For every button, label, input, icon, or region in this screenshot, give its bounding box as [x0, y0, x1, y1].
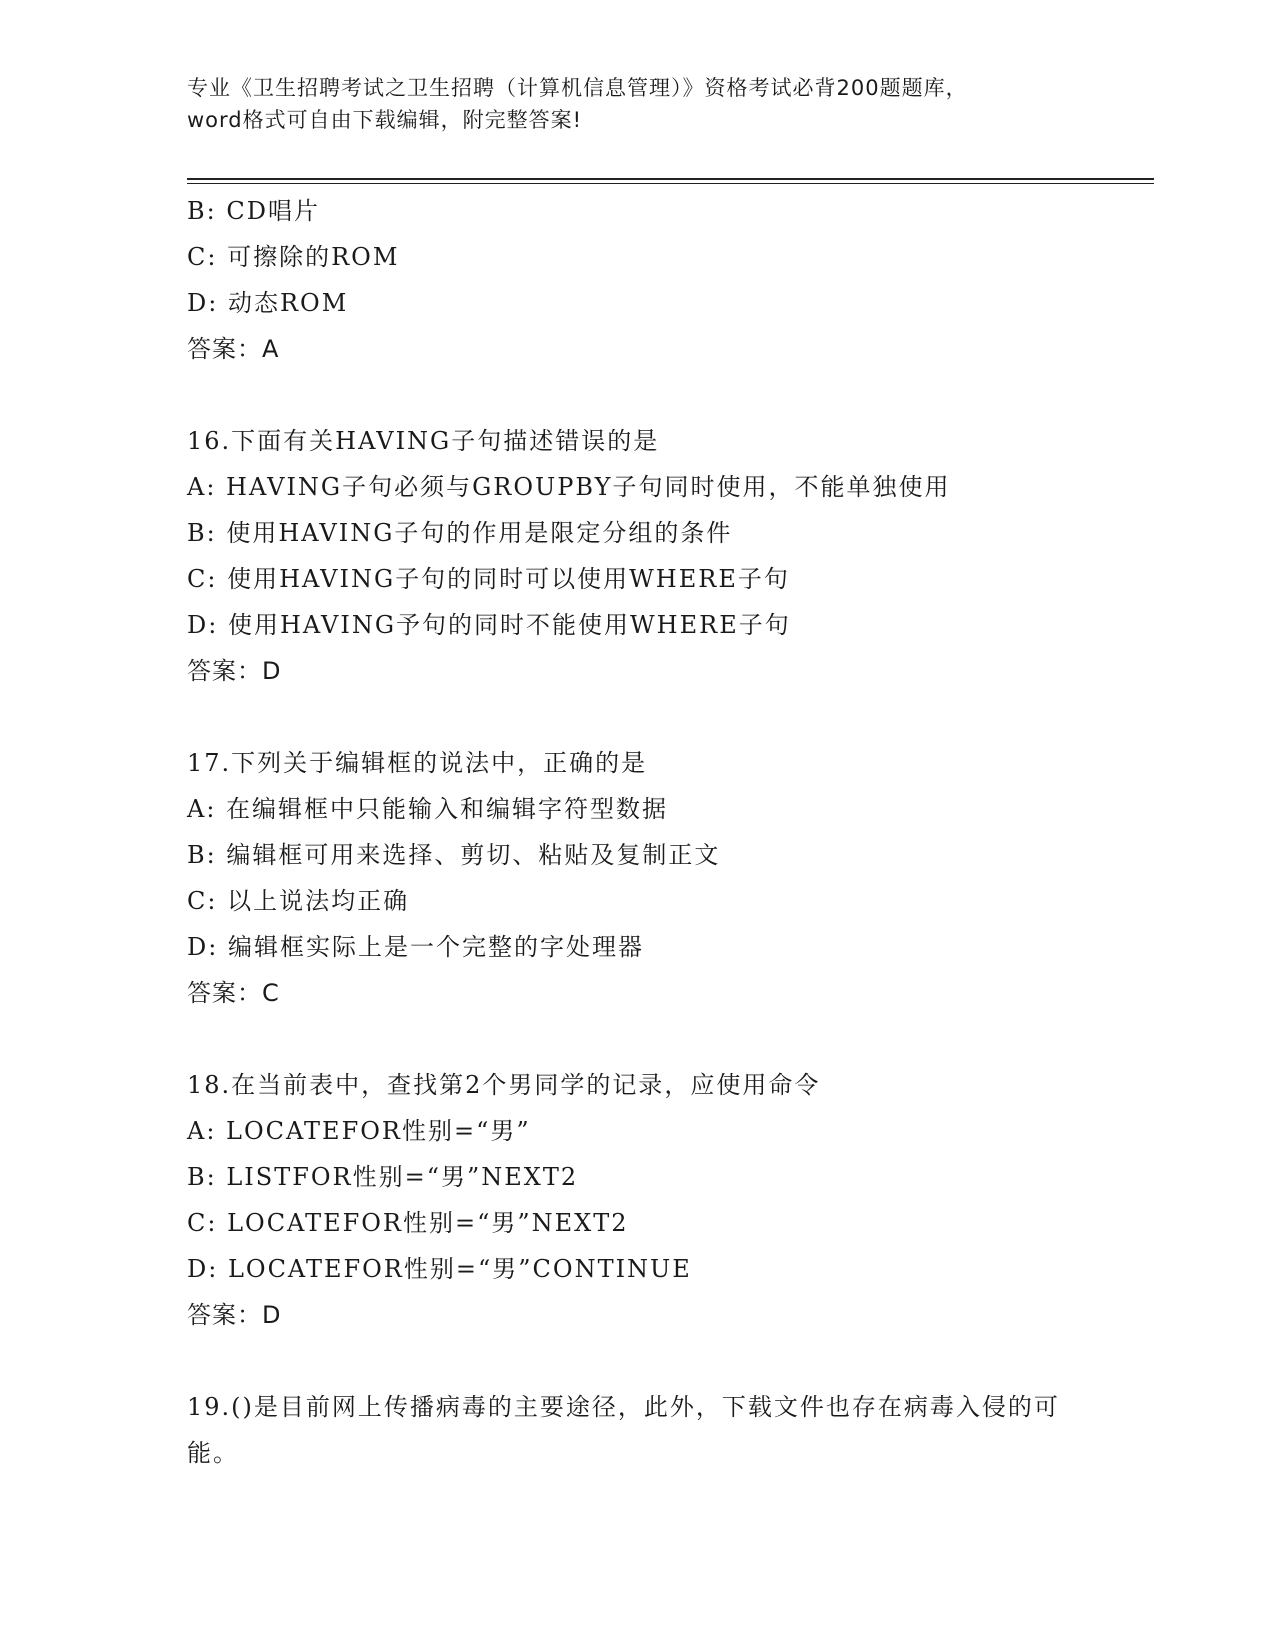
question-stem: 16.下面有关HAVING子句描述错误的是: [187, 427, 660, 455]
option-c: C: LOCATEFOR性别=“男”NEXT2: [187, 1209, 629, 1237]
question-stem: 18.在当前表中，查找第2个男同学的记录，应使用命令: [187, 1071, 821, 1099]
question-18: [187, 1062, 1087, 1338]
question-stem: 17.下列关于编辑框的说法中，正确的是: [187, 749, 648, 777]
option-d: D: 使用HAVING予句的同时不能使用WHERE子句: [187, 611, 791, 639]
option-a: A: 在编辑框中只能输入和编辑字符型数据: [187, 795, 669, 823]
header-line-2: word格式可自由下载编辑，附完整答案!: [187, 108, 583, 132]
answer: 答案：D: [187, 1301, 282, 1329]
option-c: C: 可擦除的ROM: [187, 243, 400, 271]
header-divider-thick: [187, 178, 1154, 180]
option-d: D: 动态ROM: [187, 289, 349, 317]
option-b: B: 编辑框可用来选择、剪切、粘贴及复制正文: [187, 841, 721, 869]
option-a: A: LOCATEFOR性别=“男”: [187, 1117, 531, 1145]
question-19: [187, 1384, 1087, 1476]
option-b: B: LISTFOR性别=“男”NEXT2: [187, 1163, 579, 1191]
question-stem: 19.()是目前网上传播病毒的主要途径，此外，下载文件也存在病毒入侵的可能。: [187, 1393, 1060, 1467]
header-divider-thin: [187, 183, 1154, 184]
header-line-1: 专业《卫生招聘考试之卫生招聘（计算机信息管理）》资格考试必背200题题库，: [187, 76, 968, 100]
option-d: D: 编辑框实际上是一个完整的字处理器: [187, 933, 644, 961]
answer: 答案：D: [187, 657, 282, 685]
question-list: [187, 188, 1087, 1476]
question-15: [187, 188, 1087, 372]
answer: 答案：C: [187, 979, 280, 1007]
option-c: C: 使用HAVING子句的同时可以使用WHERE子句: [187, 565, 790, 593]
question-16: [187, 418, 1087, 694]
option-d: D: LOCATEFOR性别=“男”CONTINUE: [187, 1255, 692, 1283]
option-b: B: 使用HAVING子句的作用是限定分组的条件: [187, 519, 733, 547]
document-header: [187, 72, 1087, 136]
question-17: [187, 740, 1087, 1016]
option-c: C: 以上说法均正确: [187, 887, 410, 915]
option-a: A: HAVING子句必须与GROUPBY子句同时使用，不能单独使用: [187, 473, 951, 501]
option-b: B: CD唱片: [187, 197, 320, 225]
answer: 答案：A: [187, 335, 280, 363]
